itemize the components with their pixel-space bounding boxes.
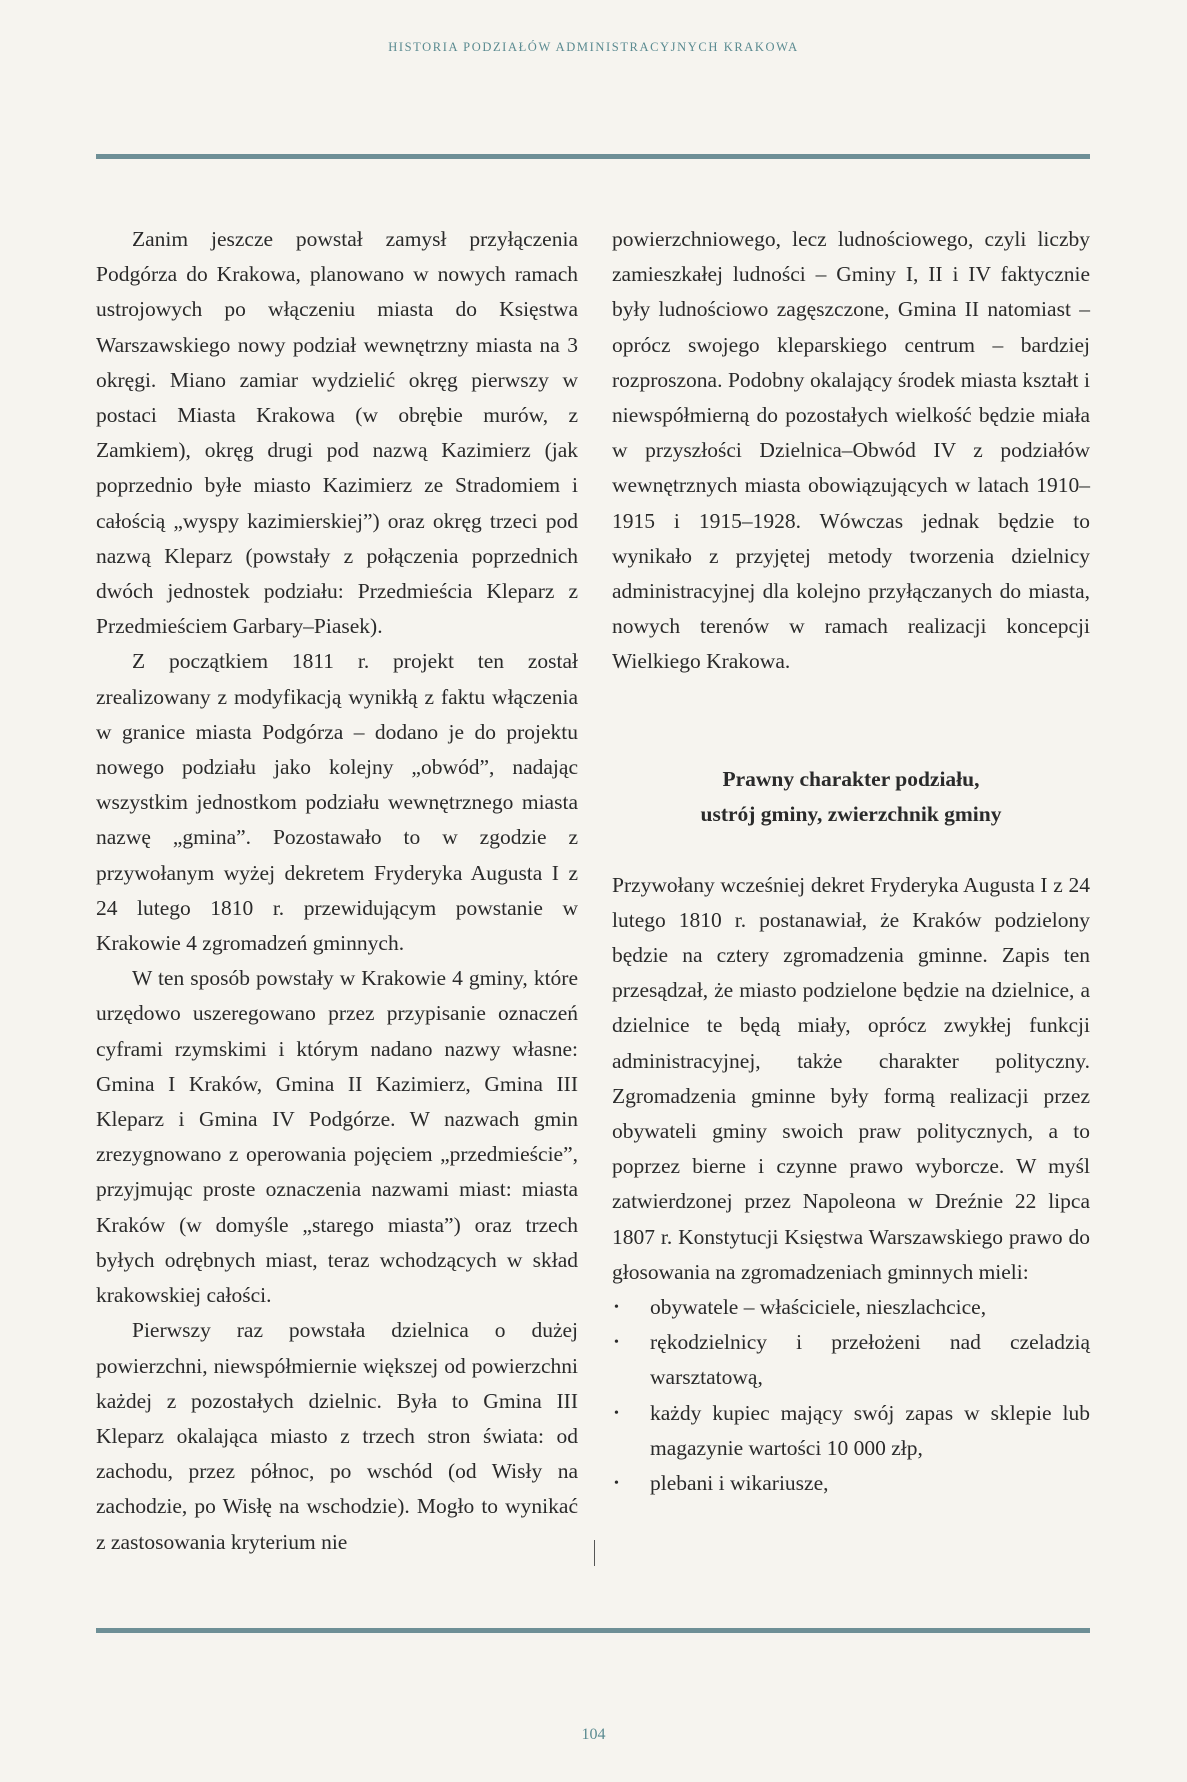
paragraph: Przywołany wcześniej dekret Fryderyka Augusta I z 24 lutego 1810 r. postanawiał, że Kraków podzielony będzie na cztery zgromadzenia gminne. Zapis ten przesądzał, że miasto podzielone będzie na dzielnice, a dzielnice te będą miały, oprócz zwykłej funkcji administracyjnej, także charakter polityczny. Zgromadzenia gminne były formą realizacji przez obywateli gminy swoich praw politycznych, a to poprzez bierne i czynne prawo wyborcze. W myśl zatwierdzonej przez Napoleona w Dreźnie 22 lipca 1807 r. Konstytucji Księstwa Warszawskiego prawo do głosowania na zgromadzeniach gminnych mieli: bbox=[612, 872, 1090, 1284]
paragraph: W ten sposób powstały w Krakowie 4 gminy, które urzędowo uszeregowano przez przypisanie oznaczeń cyframi rzymskimi i którym nadano nazwy własne: Gmina I Kraków, Gmina II Kazimierz, Gmina III Kleparz i Gmina IV Podgórze. W nazwach gmin zrezygnowano z operowania pojęciem „przedmieście”, przyjmując proste oznaczenia nazwami miast: miasta Kraków (w domyśle „starego miasta”) oraz trzech byłych odrębnych miast, teraz wchodzących w skład krakowskiej całości. bbox=[96, 966, 578, 1308]
list-item-text: obywatele – właściciele, nieszlachcice, bbox=[650, 1295, 987, 1320]
bullet-icon: • bbox=[614, 1335, 619, 1351]
section-heading-line: Prawny charakter podziału, bbox=[722, 766, 980, 791]
running-head: HISTORIA PODZIAŁÓW ADMINISTRACYJNYCH KRAKOWA bbox=[388, 40, 799, 54]
column-divider bbox=[594, 1540, 595, 1566]
paragraph: Z początkiem 1811 r. projekt ten został zrealizowany z modyfikacją wynikłą z faktu włączenia w granice miasta Podgórza – dodano je do projektu nowego podziału jako kolejny „obwód”, nadając wszystkim jednostkom podziału wewnętrznego miasta nazwę „gmina”. Pozostawało to w zgodzie z przywołanym wyżej dekretem Fryderyka Augusta I z 24 lutego 1810 r. przewidującym powstanie w Krakowie 4 zgromadzeń gminnych. bbox=[96, 649, 578, 956]
bullet-list bbox=[612, 1290, 1090, 1501]
paragraph: Pierwszy raz powstała dzielnica o dużej powierzchni, niewspółmiernie większej od powierzchni każdej z pozostałych dzielnic. Była to Gmina III Kleparz okalająca miasto z trzech stron świata: od zachodu, przez północ, po wschód (od Wisły na zachodzie, po Wisłę na wschodzie). Mogło to wynikać z zastosowania kryterium nie bbox=[96, 1318, 578, 1554]
section-heading bbox=[612, 762, 1090, 832]
list-item-text: rękodzielnicy i przełożeni nad czeladzią warsztatową, bbox=[650, 1330, 1090, 1390]
list-item-text: każdy kupiec mający swój zapas w sklepie lub magazynie wartości 10 000 złp, bbox=[650, 1400, 1090, 1460]
right-column bbox=[612, 222, 1090, 1501]
paragraph-continuation: powierzchniowego, lecz ludnościowego, czyli liczby zamieszkałej ludności – Gminy I, II i IV faktycznie były ludnościowo zagęszczone, Gmina II natomiast – oprócz swojego kleparskiego centrum – bardziej rozproszona. Podobny okalający środek miasta kształt i niewspółmierną do pozostałych wielkość będzie miała w przyszłości Dzielnica–Obwód IV z podziałów wewnętrznych miasta obowiązujących w latach 1910–1915 i 1915–1928. Wówczas jednak będzie to wynikało z przyjętej metody tworzenia dzielnicy administracyjnej dla kolejno przyłączanych do miasta, nowych terenów w ramach realizacji koncepcji Wielkiego Krakowa. bbox=[612, 227, 1090, 674]
page-number: 104 bbox=[581, 1726, 606, 1743]
left-column bbox=[96, 222, 578, 1560]
list-item bbox=[612, 1396, 1090, 1466]
bullet-icon: • bbox=[614, 1405, 619, 1421]
bullet-icon: • bbox=[614, 1300, 619, 1316]
top-rule bbox=[96, 154, 1090, 159]
bottom-rule bbox=[96, 1628, 1090, 1633]
list-item bbox=[612, 1290, 1090, 1325]
paragraph: Zanim jeszcze powstał zamysł przyłączenia Podgórza do Krakowa, planowano w nowych ramach ustrojowych po włączeniu miasta do Księstwa Warszawskiego nowy podział wewnętrzny miasta na 3 okręgi. Miano zamiar wydzielić okręg pierwszy w postaci Miasta Krakowa (w obrębie murów, z Zamkiem), okręg drugi pod nazwą Kazimierz (jak poprzednio byłe miasto Kazimierz ze Stradomiem i całością „wyspy kazimierskiej”) oraz okręg trzeci pod nazwą Kleparz (powstały z połączenia poprzednich dwóch jednostek podziału: Przedmieścia Kleparz z Przedmieściem Garbary–Piasek). bbox=[96, 227, 578, 639]
list-item bbox=[612, 1466, 1090, 1501]
section-heading-line: ustrój gminy, zwierzchnik gminy bbox=[700, 801, 1002, 826]
list-item bbox=[612, 1325, 1090, 1395]
list-item-text: plebani i wikariusze, bbox=[650, 1471, 829, 1496]
bullet-icon: • bbox=[614, 1476, 619, 1492]
